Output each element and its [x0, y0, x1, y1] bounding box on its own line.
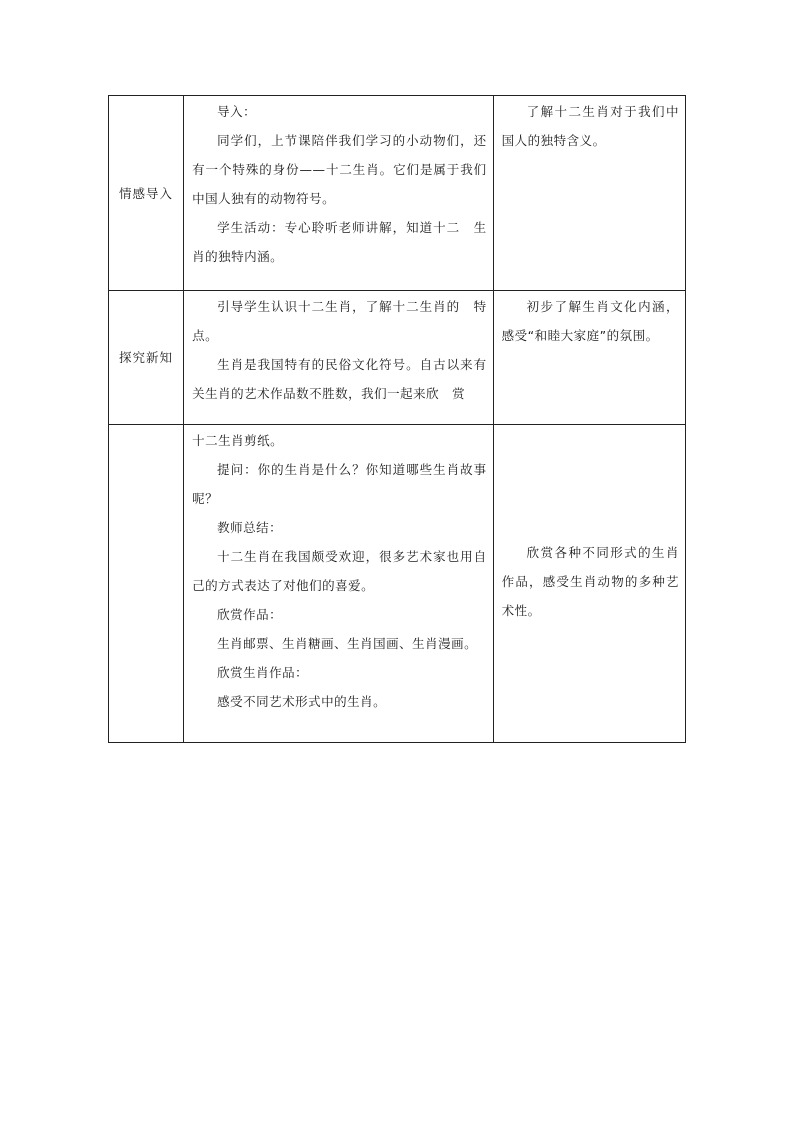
- content-paragraph: 欣赏作品：: [217, 607, 283, 622]
- content-paragraph: 生肖邮票、生肖糖画、生肖国画、生肖漫画。: [217, 636, 478, 651]
- stage-cell: 情感导入: [109, 96, 184, 291]
- content-paragraph: 教师总结：: [217, 520, 283, 535]
- stage-cell: [109, 425, 184, 743]
- content-paragraph: 同学们，上节课陪伴我们学习的小动物们，还有一个特殊的身份——十二生肖。它们是属于我们中国人独有的动物符号。: [192, 133, 487, 206]
- goal-paragraph: 初步了解生肖文化内涵，感受“和睦大家庭”的氛围。: [501, 299, 679, 343]
- goal-cell: [493, 291, 685, 425]
- content-paragraph: 学生活动：专心聆听老师讲解，知道十二 生肖的独特内涵。: [192, 220, 487, 264]
- table-row-appreciation: [109, 425, 686, 743]
- content-paragraph: 十二生肖剪纸。: [192, 433, 284, 448]
- content-paragraph: 生肖是我国特有的民俗文化符号。自古以来有关生肖的艺术作品数不胜数，我们一起来欣 赏: [192, 357, 487, 401]
- lesson-plan-table: [108, 95, 686, 743]
- content-paragraph: 十二生肖在我国颇受欢迎，很多艺术家也用自己的方式表达了对他们的喜爱。: [192, 549, 487, 593]
- content-cell: [184, 291, 494, 425]
- content-paragraph: 导入：: [217, 104, 257, 119]
- goal-cell: [493, 96, 685, 291]
- goal-cell: [493, 425, 685, 743]
- table-row-emotional-intro: [109, 96, 686, 291]
- content-paragraph: 提问：你的生肖是什么？你知道哪些生肖故事呢？: [192, 462, 487, 506]
- content-cell: [184, 425, 494, 743]
- table-row-explore-new: [109, 291, 686, 425]
- content-paragraph: 引导学生认识十二生肖，了解十二生肖的 特点。: [192, 299, 487, 343]
- content-paragraph: 欣赏生肖作品：: [217, 665, 309, 680]
- goal-paragraph: 了解十二生肖对于我们中国人的独特含义。: [501, 104, 679, 148]
- content-cell: [184, 96, 494, 291]
- stage-cell: 探究新知: [109, 291, 184, 425]
- content-paragraph: 感受不同艺术形式中的生肖。: [217, 694, 387, 709]
- goal-paragraph: 欣赏各种不同形式的生肖作品，感受生肖动物的多种艺术性。: [501, 544, 679, 618]
